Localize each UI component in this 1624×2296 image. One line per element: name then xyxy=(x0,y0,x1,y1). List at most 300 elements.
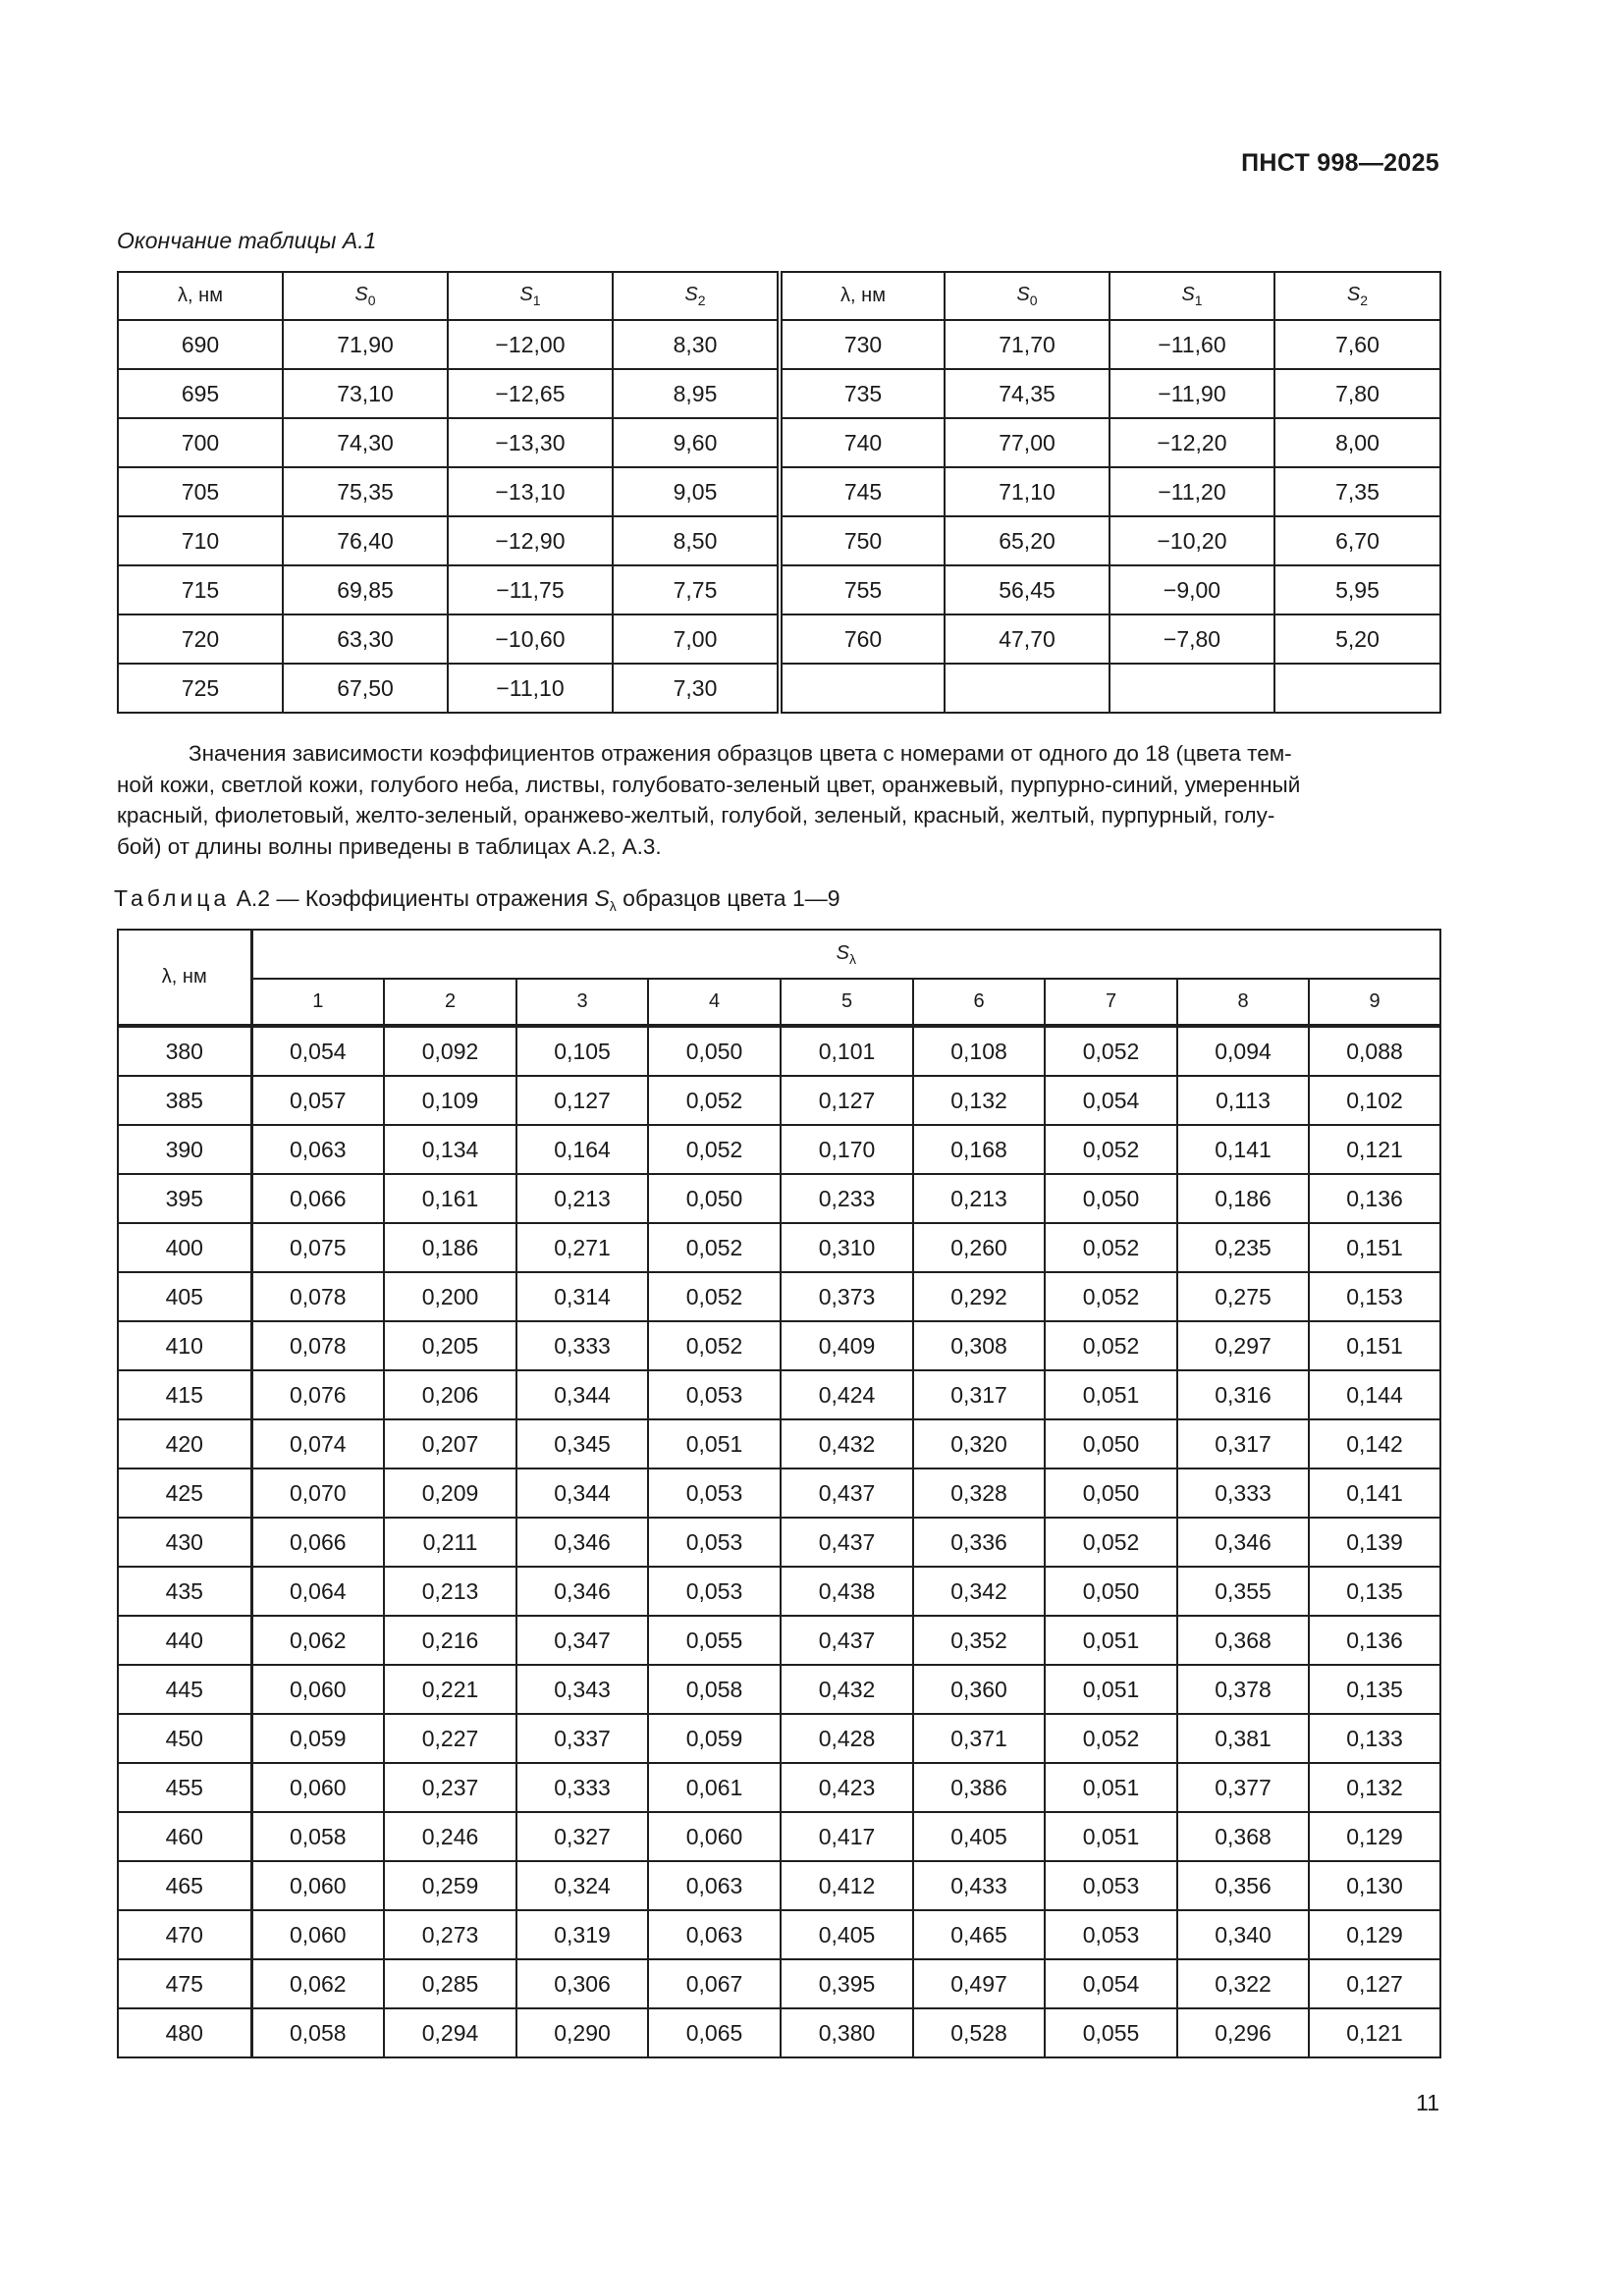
table-cell: 0,227 xyxy=(384,1714,516,1763)
table-cell: 56,45 xyxy=(945,565,1110,614)
table-cell: 0,306 xyxy=(516,1959,648,2008)
table-cell: 730 xyxy=(780,320,945,369)
table-cell: 76,40 xyxy=(283,516,448,565)
header-s1: $S_1$ xyxy=(448,272,613,320)
table-row xyxy=(118,418,1440,467)
table-row xyxy=(118,565,1440,614)
table-cell: 0,051 xyxy=(1045,1763,1177,1812)
table-cell: 0,050 xyxy=(1045,1567,1177,1616)
table-cell: 0,139 xyxy=(1309,1518,1440,1567)
table-cell: 0,433 xyxy=(913,1861,1045,1910)
table-row xyxy=(118,1714,1440,1763)
table-cell xyxy=(1110,664,1274,713)
table-cell: 0,294 xyxy=(384,2008,516,2057)
table-cell: 0,432 xyxy=(781,1419,913,1468)
table-cell: 0,405 xyxy=(781,1910,913,1959)
table-cell: 0,528 xyxy=(913,2008,1045,2057)
table-cell: −10,60 xyxy=(448,614,613,664)
table-row xyxy=(118,1861,1440,1910)
table-cell: 0,055 xyxy=(648,1616,781,1665)
table-cell: 7,60 xyxy=(1274,320,1440,369)
table-cell: 710 xyxy=(118,516,283,565)
table-cell: 740 xyxy=(780,418,945,467)
table-cell: 0,051 xyxy=(1045,1812,1177,1861)
table-cell: 0,373 xyxy=(781,1272,913,1321)
table-cell: 0,059 xyxy=(648,1714,781,1763)
table-cell: 0,314 xyxy=(516,1272,648,1321)
table-row xyxy=(118,614,1440,664)
table-cell: 0,092 xyxy=(384,1026,516,1076)
table-cell: 0,058 xyxy=(251,2008,384,2057)
table-cell: 0,052 xyxy=(1045,1272,1177,1321)
table-cell: 0,209 xyxy=(384,1468,516,1518)
paragraph-line: Значения зависимости коэффициентов отражения образцов цвета с номерами от одного до 18 (цвета тем- xyxy=(189,741,1292,766)
table-cell: 0,113 xyxy=(1177,1076,1309,1125)
table-cell: 0,058 xyxy=(251,1812,384,1861)
table-cell: 0,328 xyxy=(913,1468,1045,1518)
table-cell: 0,059 xyxy=(251,1714,384,1763)
table-cell: 0,161 xyxy=(384,1174,516,1223)
table-cell: 480 xyxy=(118,2008,251,2057)
table-cell: 0,371 xyxy=(913,1714,1045,1763)
table-row xyxy=(118,320,1440,369)
table-cell: 0,052 xyxy=(1045,1026,1177,1076)
table-cell: 0,101 xyxy=(781,1026,913,1076)
table-cell: 395 xyxy=(118,1174,251,1223)
table-cell: 0,345 xyxy=(516,1419,648,1468)
table-cell: 420 xyxy=(118,1419,251,1468)
table-cell: 0,051 xyxy=(648,1419,781,1468)
table-cell: −7,80 xyxy=(1110,614,1274,664)
table-cell: 77,00 xyxy=(945,418,1110,467)
table-cell: 0,063 xyxy=(648,1861,781,1910)
table-cell: 0,259 xyxy=(384,1861,516,1910)
table-cell: 0,054 xyxy=(251,1026,384,1076)
table-a1-header-row xyxy=(118,272,1440,320)
table-cell: 0,465 xyxy=(913,1910,1045,1959)
table-cell: 0,052 xyxy=(648,1272,781,1321)
table-cell: 0,053 xyxy=(648,1518,781,1567)
table-cell: 745 xyxy=(780,467,945,516)
header-lambda: λ, нм xyxy=(118,272,283,320)
table-cell: 705 xyxy=(118,467,283,516)
table-cell: 0,423 xyxy=(781,1763,913,1812)
table-cell: 75,35 xyxy=(283,467,448,516)
table-cell: 5,20 xyxy=(1274,614,1440,664)
table-cell: 0,102 xyxy=(1309,1076,1440,1125)
table-cell: 0,127 xyxy=(1309,1959,1440,2008)
table-cell: 0,053 xyxy=(648,1567,781,1616)
table-cell: 410 xyxy=(118,1321,251,1370)
table-cell: 0,050 xyxy=(648,1174,781,1223)
table-cell: 0,052 xyxy=(648,1125,781,1174)
table-cell: 0,285 xyxy=(384,1959,516,2008)
table-cell: 405 xyxy=(118,1272,251,1321)
table-cell: 0,380 xyxy=(781,2008,913,2057)
table-cell: 0,078 xyxy=(251,1321,384,1370)
table-cell: 0,324 xyxy=(516,1861,648,1910)
table-cell: 700 xyxy=(118,418,283,467)
table-cell: 0,206 xyxy=(384,1370,516,1419)
table-cell: 0,136 xyxy=(1309,1174,1440,1223)
table-cell: 0,127 xyxy=(781,1076,913,1125)
table-cell: 0,290 xyxy=(516,2008,648,2057)
table-cell: 0,050 xyxy=(1045,1468,1177,1518)
table-a2-column-numbers xyxy=(118,979,1440,1026)
table-row xyxy=(118,1419,1440,1468)
table-cell: 0,337 xyxy=(516,1714,648,1763)
column-number-header: 6 xyxy=(913,979,1045,1026)
table-cell: 0,062 xyxy=(251,1959,384,2008)
table-cell: −12,65 xyxy=(448,369,613,418)
table-cell: 0,121 xyxy=(1309,2008,1440,2057)
table-row xyxy=(118,1910,1440,1959)
table-cell: 0,108 xyxy=(913,1026,1045,1076)
table-a2 xyxy=(117,929,1441,2058)
table-cell: 0,060 xyxy=(251,1763,384,1812)
table-cell: 0,058 xyxy=(648,1665,781,1714)
table-cell: 0,054 xyxy=(1045,1959,1177,2008)
table-cell: 47,70 xyxy=(945,614,1110,664)
table-cell: 0,060 xyxy=(648,1812,781,1861)
paragraph-line: ной кожи, светлой кожи, голубого неба, листвы, голубовато-зеленый цвет, оранжевый, пурпурно-синий, умеренный xyxy=(117,772,1301,797)
table-cell: 0,233 xyxy=(781,1174,913,1223)
table-cell: 0,074 xyxy=(251,1419,384,1468)
table-cell: 0,386 xyxy=(913,1763,1045,1812)
table-cell: 0,063 xyxy=(648,1910,781,1959)
table-cell: 0,417 xyxy=(781,1812,913,1861)
column-number-header: 7 xyxy=(1045,979,1177,1026)
table-cell: 0,066 xyxy=(251,1518,384,1567)
table-cell: 5,95 xyxy=(1274,565,1440,614)
table-cell: 445 xyxy=(118,1665,251,1714)
table-cell: 0,142 xyxy=(1309,1419,1440,1468)
table-cell: 8,95 xyxy=(613,369,780,418)
table-row xyxy=(118,516,1440,565)
table-cell: 0,356 xyxy=(1177,1861,1309,1910)
standard-code: ПНСТ 998—2025 xyxy=(1241,149,1439,177)
table-cell: 0,051 xyxy=(1045,1616,1177,1665)
table-cell: 0,151 xyxy=(1309,1223,1440,1272)
table-cell: 0,237 xyxy=(384,1763,516,1812)
table-cell: 0,340 xyxy=(1177,1910,1309,1959)
table-cell: 715 xyxy=(118,565,283,614)
table-cell: 0,378 xyxy=(1177,1665,1309,1714)
table-cell: 0,060 xyxy=(251,1665,384,1714)
table-cell: 0,094 xyxy=(1177,1026,1309,1076)
table-cell: 415 xyxy=(118,1370,251,1419)
table-cell: 0,381 xyxy=(1177,1714,1309,1763)
table-cell: 0,186 xyxy=(384,1223,516,1272)
table-row xyxy=(118,1616,1440,1665)
table-a2-header-row xyxy=(118,930,1440,979)
table-cell: 8,50 xyxy=(613,516,780,565)
table-cell: 0,052 xyxy=(648,1321,781,1370)
table-cell: 695 xyxy=(118,369,283,418)
table-cell: 0,052 xyxy=(648,1076,781,1125)
table-row xyxy=(118,1518,1440,1567)
table-cell: 0,105 xyxy=(516,1026,648,1076)
table-cell: 0,271 xyxy=(516,1223,648,1272)
table-cell: 0,121 xyxy=(1309,1125,1440,1174)
table-cell: 0,322 xyxy=(1177,1959,1309,2008)
table-cell: −11,60 xyxy=(1110,320,1274,369)
table-cell: 0,297 xyxy=(1177,1321,1309,1370)
table-cell: 720 xyxy=(118,614,283,664)
table-cell: 0,207 xyxy=(384,1419,516,1468)
header-lambda: λ, нм xyxy=(780,272,945,320)
table-cell: 0,377 xyxy=(1177,1763,1309,1812)
table-cell: 0,078 xyxy=(251,1272,384,1321)
table-cell: 0,355 xyxy=(1177,1567,1309,1616)
table-cell: 0,428 xyxy=(781,1714,913,1763)
table-cell: 0,052 xyxy=(1045,1714,1177,1763)
column-number-header: 4 xyxy=(648,979,781,1026)
table-cell: 8,30 xyxy=(613,320,780,369)
header-s-lambda: $S_\lambda$ xyxy=(251,930,1440,979)
table-cell: 0,319 xyxy=(516,1910,648,1959)
table-cell: 0,055 xyxy=(1045,2008,1177,2057)
table-cell: 65,20 xyxy=(945,516,1110,565)
table-row xyxy=(118,1272,1440,1321)
table-cell: 0,063 xyxy=(251,1125,384,1174)
table-cell: 0,052 xyxy=(1045,1125,1177,1174)
table-row xyxy=(118,664,1440,713)
column-number-header: 1 xyxy=(251,979,384,1026)
table-cell: 0,395 xyxy=(781,1959,913,2008)
table-cell: 0,205 xyxy=(384,1321,516,1370)
table-cell: −12,00 xyxy=(448,320,613,369)
table-cell: 6,70 xyxy=(1274,516,1440,565)
table-row xyxy=(118,1370,1440,1419)
table-cell: 0,075 xyxy=(251,1223,384,1272)
table-cell: 725 xyxy=(118,664,283,713)
table-cell: 0,050 xyxy=(1045,1419,1177,1468)
column-number-header: 2 xyxy=(384,979,516,1026)
table-cell: 0,405 xyxy=(913,1812,1045,1861)
table-cell: 755 xyxy=(780,565,945,614)
table-cell: 0,347 xyxy=(516,1616,648,1665)
table-cell: 0,064 xyxy=(251,1567,384,1616)
table-cell: 0,050 xyxy=(1045,1174,1177,1223)
table-cell: 0,132 xyxy=(913,1076,1045,1125)
table-cell: 0,497 xyxy=(913,1959,1045,2008)
table-cell: 0,343 xyxy=(516,1665,648,1714)
table-row xyxy=(118,1223,1440,1272)
table-row xyxy=(118,1026,1440,1076)
table-cell: 0,437 xyxy=(781,1518,913,1567)
table-cell: 0,141 xyxy=(1177,1125,1309,1174)
table-cell: 0,135 xyxy=(1309,1665,1440,1714)
table-cell: 390 xyxy=(118,1125,251,1174)
table-cell: 0,136 xyxy=(1309,1616,1440,1665)
table-cell: 0,424 xyxy=(781,1370,913,1419)
table-cell: 690 xyxy=(118,320,283,369)
table-cell: 0,211 xyxy=(384,1518,516,1567)
table-cell: 0,344 xyxy=(516,1370,648,1419)
table-cell: 400 xyxy=(118,1223,251,1272)
table-cell: 0,060 xyxy=(251,1910,384,1959)
table-cell: 67,50 xyxy=(283,664,448,713)
table-cell: 0,333 xyxy=(1177,1468,1309,1518)
table-cell: 0,164 xyxy=(516,1125,648,1174)
table-cell: 63,30 xyxy=(283,614,448,664)
table-cell: −12,90 xyxy=(448,516,613,565)
table-a1 xyxy=(117,271,1441,714)
header-s2: $S_2$ xyxy=(1274,272,1440,320)
column-number-header: 5 xyxy=(781,979,913,1026)
table-cell: 0,246 xyxy=(384,1812,516,1861)
table-cell: 0,235 xyxy=(1177,1223,1309,1272)
table-cell: 0,135 xyxy=(1309,1567,1440,1616)
table-row xyxy=(118,1665,1440,1714)
table-cell: 69,85 xyxy=(283,565,448,614)
paragraph-line: красный, фиолетовый, желто-зеленый, оранжево-желтый, голубой, зеленый, красный, желтый, пурпурный, голу- xyxy=(117,803,1275,828)
table-cell: 0,320 xyxy=(913,1419,1045,1468)
table-cell: 0,144 xyxy=(1309,1370,1440,1419)
table-cell: 0,273 xyxy=(384,1910,516,1959)
table-cell xyxy=(1274,664,1440,713)
table-cell: 0,308 xyxy=(913,1321,1045,1370)
column-number-header: 8 xyxy=(1177,979,1309,1026)
table-row xyxy=(118,1125,1440,1174)
table-cell: 735 xyxy=(780,369,945,418)
table-cell: 0,057 xyxy=(251,1076,384,1125)
table-cell: 0,052 xyxy=(648,1223,781,1272)
table-cell: 0,327 xyxy=(516,1812,648,1861)
table-cell: 0,109 xyxy=(384,1076,516,1125)
table-row xyxy=(118,1321,1440,1370)
table-cell: 0,346 xyxy=(516,1567,648,1616)
table-cell: 0,360 xyxy=(913,1665,1045,1714)
table-cell: −11,20 xyxy=(1110,467,1274,516)
table-cell: 0,216 xyxy=(384,1616,516,1665)
table-cell: 7,00 xyxy=(613,614,780,664)
table-cell: 0,061 xyxy=(648,1763,781,1812)
table-cell: 0,260 xyxy=(913,1223,1045,1272)
table-cell: −13,10 xyxy=(448,467,613,516)
table-cell: 430 xyxy=(118,1518,251,1567)
table-cell: 385 xyxy=(118,1076,251,1125)
table-cell: 0,153 xyxy=(1309,1272,1440,1321)
table-row xyxy=(118,2008,1440,2057)
table-cell: 0,052 xyxy=(1045,1223,1177,1272)
table-a2-caption: Таблица А.2 — Коэффициенты отражения $S_\lambda$ образцов цвета 1—9 xyxy=(114,885,840,914)
table-cell: 0,141 xyxy=(1309,1468,1440,1518)
table-cell: 0,052 xyxy=(1045,1518,1177,1567)
table-cell: 0,132 xyxy=(1309,1763,1440,1812)
table-row xyxy=(118,369,1440,418)
table-cell: 0,088 xyxy=(1309,1026,1440,1076)
page-number: 11 xyxy=(1416,2090,1439,2115)
table-cell: 0,352 xyxy=(913,1616,1045,1665)
table-cell: 460 xyxy=(118,1812,251,1861)
table-cell: 425 xyxy=(118,1468,251,1518)
table-cell: 73,10 xyxy=(283,369,448,418)
table-cell: 0,134 xyxy=(384,1125,516,1174)
table-cell: 0,336 xyxy=(913,1518,1045,1567)
column-number-header: 3 xyxy=(516,979,648,1026)
table-cell: 0,333 xyxy=(516,1321,648,1370)
table-cell: 0,130 xyxy=(1309,1861,1440,1910)
table-cell: 7,35 xyxy=(1274,467,1440,516)
table-cell: 71,90 xyxy=(283,320,448,369)
table-cell: 0,054 xyxy=(1045,1076,1177,1125)
table-cell: 0,346 xyxy=(1177,1518,1309,1567)
table-cell: 74,35 xyxy=(945,369,1110,418)
table-cell: 0,186 xyxy=(1177,1174,1309,1223)
table-cell: 74,30 xyxy=(283,418,448,467)
table-cell: 0,060 xyxy=(251,1861,384,1910)
table-cell: 450 xyxy=(118,1714,251,1763)
table-cell: 760 xyxy=(780,614,945,664)
table-cell: −13,30 xyxy=(448,418,613,467)
table-cell: 0,129 xyxy=(1309,1812,1440,1861)
table-cell: −11,90 xyxy=(1110,369,1274,418)
table-cell: 8,00 xyxy=(1274,418,1440,467)
table-cell: 0,168 xyxy=(913,1125,1045,1174)
table-cell: −9,00 xyxy=(1110,565,1274,614)
table-cell: 0,053 xyxy=(648,1468,781,1518)
table-row xyxy=(118,1763,1440,1812)
table-cell: 455 xyxy=(118,1763,251,1812)
table-cell: 0,438 xyxy=(781,1567,913,1616)
table-row xyxy=(118,1076,1440,1125)
table-cell xyxy=(945,664,1110,713)
table-cell: 7,80 xyxy=(1274,369,1440,418)
table-cell: 475 xyxy=(118,1959,251,2008)
table-cell: 71,70 xyxy=(945,320,1110,369)
table-row xyxy=(118,1468,1440,1518)
table-cell: 0,310 xyxy=(781,1223,913,1272)
table-cell: −11,75 xyxy=(448,565,613,614)
table-cell: 0,070 xyxy=(251,1468,384,1518)
table-cell: 7,75 xyxy=(613,565,780,614)
paragraph-line: бой) от длины волны приведены в таблицах А.2, А.3. xyxy=(117,833,662,859)
table-cell: 9,60 xyxy=(613,418,780,467)
table-cell: 0,067 xyxy=(648,1959,781,2008)
table-cell xyxy=(780,664,945,713)
header-s1: $S_1$ xyxy=(1110,272,1274,320)
table-cell: 0,437 xyxy=(781,1468,913,1518)
table-cell: 0,052 xyxy=(1045,1321,1177,1370)
table-cell: 0,170 xyxy=(781,1125,913,1174)
table-cell: 0,151 xyxy=(1309,1321,1440,1370)
table-cell: 435 xyxy=(118,1567,251,1616)
table-cell: 0,200 xyxy=(384,1272,516,1321)
table-cell: 0,368 xyxy=(1177,1616,1309,1665)
table-cell: 0,053 xyxy=(648,1370,781,1419)
table-row xyxy=(118,1174,1440,1223)
table-cell: 0,133 xyxy=(1309,1714,1440,1763)
table-cell: 0,333 xyxy=(516,1763,648,1812)
table-cell: 0,346 xyxy=(516,1518,648,1567)
table-cell: 0,316 xyxy=(1177,1370,1309,1419)
table-cell: 0,066 xyxy=(251,1174,384,1223)
table-cell: 0,221 xyxy=(384,1665,516,1714)
table-cell: 0,051 xyxy=(1045,1370,1177,1419)
table-cell: 0,065 xyxy=(648,2008,781,2057)
table-cell: 0,342 xyxy=(913,1567,1045,1616)
table-cell: 0,053 xyxy=(1045,1861,1177,1910)
table-cell: 0,213 xyxy=(913,1174,1045,1223)
table-cell: 0,076 xyxy=(251,1370,384,1419)
table-cell: 0,437 xyxy=(781,1616,913,1665)
table-row xyxy=(118,1812,1440,1861)
table-cell: 0,213 xyxy=(516,1174,648,1223)
table-cell: 470 xyxy=(118,1910,251,1959)
table-cell: 9,05 xyxy=(613,467,780,516)
